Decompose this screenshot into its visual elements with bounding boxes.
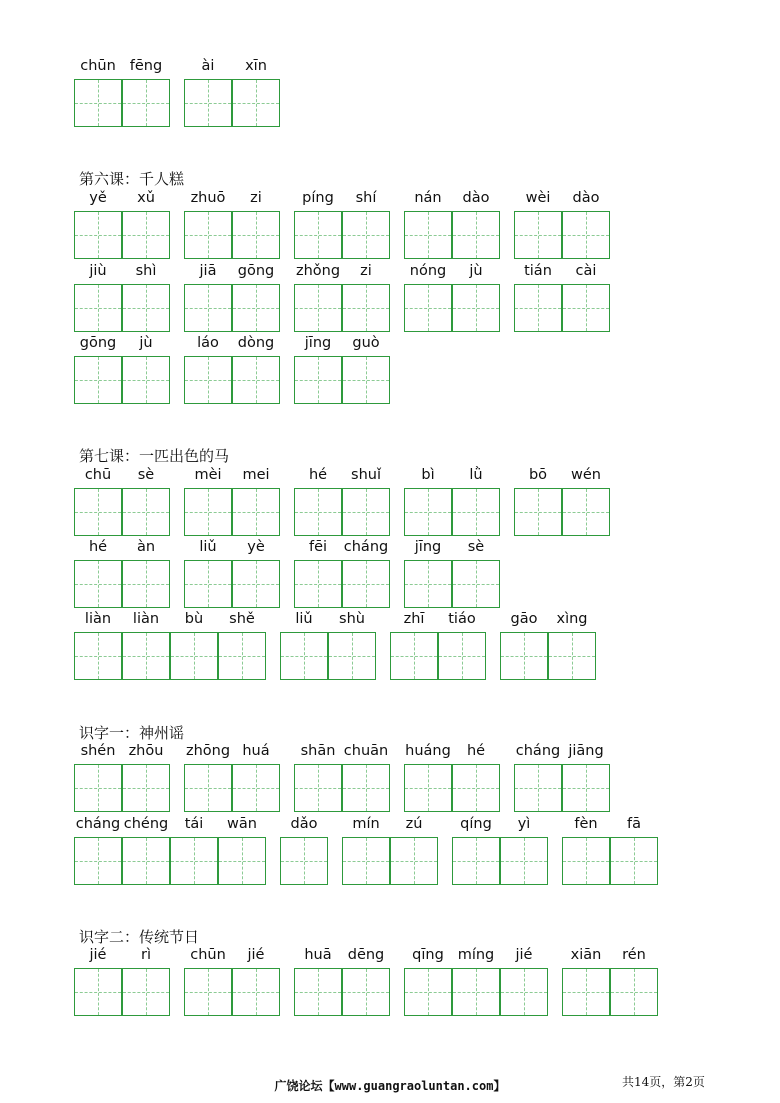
word-row [0, 467, 780, 537]
writing-grid-cell[interactable] [610, 968, 658, 1016]
writing-grid-cell[interactable] [184, 764, 232, 812]
pinyin-label: fēi [308, 539, 328, 555]
writing-grid-cell[interactable] [438, 632, 486, 680]
pinyin-label: chū [84, 467, 112, 483]
pinyin-label: fèn [574, 816, 598, 832]
writing-grid-cell[interactable] [294, 764, 342, 812]
writing-grid-cell[interactable] [562, 968, 610, 1016]
writing-grid-cell[interactable] [184, 284, 232, 332]
pinyin-label: huáng [405, 743, 451, 759]
pinyin-label: gāo [510, 611, 538, 627]
pinyin-label: wān [227, 816, 257, 832]
pinyin-label: liǔ [199, 539, 217, 555]
pinyin-label: dào [572, 190, 600, 206]
pinyin-label: shě [229, 611, 255, 627]
writing-grid-cell[interactable] [452, 211, 500, 259]
pinyin-label: mín [352, 816, 380, 832]
pinyin-label: nóng [409, 263, 447, 279]
writing-grid-cell[interactable] [122, 356, 170, 404]
writing-grid-cell[interactable] [74, 211, 122, 259]
pinyin-label: gōng [79, 335, 117, 351]
writing-grid-cell[interactable] [342, 211, 390, 259]
pinyin-label: zhōng [185, 743, 231, 759]
writing-grid-cell[interactable] [500, 632, 548, 680]
writing-grid-cell[interactable] [74, 488, 122, 536]
pinyin-label: zi [250, 190, 262, 206]
pinyin-label: cháng [343, 539, 389, 555]
pinyin-label: rén [622, 947, 646, 963]
writing-grid-cell[interactable] [452, 837, 500, 885]
pinyin-label: tiáo [448, 611, 476, 627]
writing-grid-cell[interactable] [342, 764, 390, 812]
writing-grid-cell[interactable] [500, 837, 548, 885]
pinyin-label: dào [462, 190, 490, 206]
writing-grid-cell[interactable] [342, 488, 390, 536]
writing-grid-cell[interactable] [514, 211, 562, 259]
pinyin-label: ài [201, 58, 215, 74]
pinyin-label: huá [242, 743, 270, 759]
writing-grid-cell[interactable] [122, 968, 170, 1016]
pinyin-label: yě [89, 190, 107, 206]
footer-page-number: 共14页，第2页 [622, 1075, 705, 1089]
writing-grid-cell[interactable] [74, 632, 122, 680]
writing-grid-cell[interactable] [74, 284, 122, 332]
word-row [0, 539, 780, 609]
pinyin-label: chūn [80, 58, 116, 74]
writing-grid-cell[interactable] [294, 488, 342, 536]
writing-grid-cell[interactable] [184, 560, 232, 608]
pinyin-label: liàn [84, 611, 112, 627]
pinyin-label: bù [184, 611, 204, 627]
writing-grid-cell[interactable] [294, 356, 342, 404]
pinyin-label: tián [524, 263, 552, 279]
pinyin-label: chéng [123, 816, 169, 832]
pinyin-label: yì [517, 816, 531, 832]
writing-grid-cell[interactable] [74, 968, 122, 1016]
writing-grid-cell[interactable] [232, 356, 280, 404]
writing-grid-cell[interactable] [280, 837, 328, 885]
writing-grid-cell[interactable] [548, 632, 596, 680]
pinyin-label: jié [89, 947, 107, 963]
writing-grid-cell[interactable] [232, 284, 280, 332]
writing-grid-cell[interactable] [390, 632, 438, 680]
writing-grid-cell[interactable] [328, 632, 376, 680]
pinyin-label: hé [466, 743, 486, 759]
footer-site: 广饶论坛【www.guangraoluntan.com】 [274, 1079, 506, 1093]
pinyin-label: mèi [194, 467, 222, 483]
pinyin-label: zhǒng [295, 263, 341, 279]
writing-grid-cell[interactable] [452, 560, 500, 608]
writing-grid-cell[interactable] [562, 488, 610, 536]
pinyin-label: píng [302, 190, 334, 206]
pinyin-label: xīn [245, 58, 267, 74]
writing-grid-cell[interactable] [122, 284, 170, 332]
writing-grid-cell[interactable] [404, 488, 452, 536]
pinyin-label: tái [184, 816, 204, 832]
writing-grid-cell[interactable] [294, 211, 342, 259]
pinyin-label: sè [137, 467, 155, 483]
writing-grid-cell[interactable] [562, 211, 610, 259]
pinyin-label: chūn [190, 947, 226, 963]
writing-grid-cell[interactable] [294, 284, 342, 332]
pinyin-label: zú [405, 816, 423, 832]
pinyin-label: sè [467, 539, 485, 555]
writing-grid-cell[interactable] [280, 632, 328, 680]
writing-grid-cell[interactable] [404, 968, 452, 1016]
pinyin-label: yè [247, 539, 265, 555]
writing-grid-cell[interactable] [170, 632, 218, 680]
writing-grid-cell[interactable] [500, 968, 548, 1016]
word-row [0, 743, 780, 813]
pinyin-label: zi [360, 263, 372, 279]
writing-grid-cell[interactable] [184, 488, 232, 536]
pinyin-label: àn [136, 539, 156, 555]
pinyin-label: jiù [89, 263, 107, 279]
writing-grid-cell[interactable] [342, 284, 390, 332]
writing-grid-cell[interactable] [404, 560, 452, 608]
pinyin-label: fēng [129, 58, 163, 74]
pinyin-label: jù [469, 263, 483, 279]
writing-grid-cell[interactable] [232, 211, 280, 259]
writing-grid-cell[interactable] [122, 211, 170, 259]
pinyin-label: zhuō [190, 190, 226, 206]
pinyin-label: xǔ [137, 190, 155, 206]
pinyin-label: hé [88, 539, 108, 555]
pinyin-label: liàn [132, 611, 160, 627]
pinyin-label: chuān [343, 743, 389, 759]
lesson-title: 第七课：一匹出色的马 [79, 447, 230, 465]
pinyin-label: jīng [414, 539, 442, 555]
writing-grid-cell[interactable] [452, 488, 500, 536]
word-row [0, 611, 780, 681]
pinyin-label: dēng [347, 947, 385, 963]
writing-grid-cell[interactable] [404, 284, 452, 332]
pinyin-label: zhōu [128, 743, 164, 759]
writing-grid-cell[interactable] [232, 764, 280, 812]
pinyin-label: shì [135, 263, 157, 279]
writing-grid-cell[interactable] [122, 837, 170, 885]
pinyin-label: zhī [403, 611, 425, 627]
lesson-title: 第六课：千人糕 [79, 170, 185, 188]
writing-grid-cell[interactable] [74, 764, 122, 812]
writing-grid-cell[interactable] [390, 837, 438, 885]
pinyin-label: dòng [237, 335, 275, 351]
pinyin-label: huā [304, 947, 332, 963]
writing-grid-cell[interactable] [232, 488, 280, 536]
writing-grid-cell[interactable] [562, 764, 610, 812]
writing-grid-cell[interactable] [74, 79, 122, 127]
word-row [0, 190, 780, 260]
pinyin-label: nán [414, 190, 442, 206]
writing-grid-cell[interactable] [184, 211, 232, 259]
writing-grid-cell[interactable] [404, 211, 452, 259]
writing-grid-cell[interactable] [232, 79, 280, 127]
writing-grid-cell[interactable] [562, 837, 610, 885]
pinyin-label: láo [197, 335, 219, 351]
writing-grid-cell[interactable] [294, 560, 342, 608]
writing-grid-cell[interactable] [218, 632, 266, 680]
writing-grid-cell[interactable] [562, 284, 610, 332]
pinyin-label: mei [242, 467, 270, 483]
pinyin-label: cháng [75, 816, 121, 832]
writing-grid-cell[interactable] [122, 488, 170, 536]
writing-grid-cell[interactable] [294, 968, 342, 1016]
writing-grid-cell[interactable] [122, 79, 170, 127]
writing-grid-cell[interactable] [404, 764, 452, 812]
writing-grid-cell[interactable] [232, 560, 280, 608]
pinyin-label: gōng [237, 263, 275, 279]
writing-grid-cell[interactable] [342, 968, 390, 1016]
pinyin-label: bō [528, 467, 548, 483]
writing-grid-cell[interactable] [74, 356, 122, 404]
writing-grid-cell[interactable] [342, 837, 390, 885]
writing-grid-cell[interactable] [452, 284, 500, 332]
pinyin-label: xiān [570, 947, 602, 963]
pinyin-label: bì [421, 467, 435, 483]
pinyin-label: fā [627, 816, 641, 832]
pinyin-label: cài [575, 263, 597, 279]
pinyin-label: jié [515, 947, 533, 963]
word-row [0, 947, 780, 1017]
pinyin-label: shù [339, 611, 365, 627]
pinyin-label: jiāng [568, 743, 604, 759]
pinyin-label: jié [247, 947, 265, 963]
writing-grid-cell[interactable] [342, 356, 390, 404]
writing-grid-cell[interactable] [232, 968, 280, 1016]
pinyin-label: qīng [412, 947, 444, 963]
lesson-title: 识字二：传统节日 [79, 928, 200, 946]
pinyin-label: shén [80, 743, 116, 759]
pinyin-label: wén [571, 467, 601, 483]
writing-grid-cell[interactable] [342, 560, 390, 608]
pinyin-label: lǜ [469, 467, 483, 483]
pinyin-label: hé [308, 467, 328, 483]
pinyin-label: guò [352, 335, 380, 351]
pinyin-label: míng [457, 947, 495, 963]
pinyin-label: liǔ [295, 611, 313, 627]
word-row [0, 263, 780, 333]
pinyin-label: cháng [515, 743, 561, 759]
word-row [0, 335, 780, 405]
pinyin-label: jīng [304, 335, 332, 351]
pinyin-label: shuǐ [351, 467, 381, 483]
writing-grid-cell[interactable] [184, 79, 232, 127]
pinyin-label: jiā [199, 263, 217, 279]
writing-grid-cell[interactable] [184, 968, 232, 1016]
pinyin-label: wèi [525, 190, 551, 206]
writing-grid-cell[interactable] [452, 968, 500, 1016]
pinyin-label: xìng [556, 611, 588, 627]
pinyin-label: rì [141, 947, 151, 963]
writing-grid-cell[interactable] [514, 284, 562, 332]
pinyin-label: shí [355, 190, 377, 206]
pinyin-label: shān [300, 743, 336, 759]
writing-grid-cell[interactable] [184, 356, 232, 404]
lesson-title: 识字一：神州谣 [79, 724, 185, 742]
writing-grid-cell[interactable] [122, 764, 170, 812]
writing-grid-cell[interactable] [74, 837, 122, 885]
pinyin-label: qíng [460, 816, 492, 832]
writing-grid-cell[interactable] [74, 560, 122, 608]
pinyin-label: dǎo [290, 816, 318, 832]
writing-grid-cell[interactable] [610, 837, 658, 885]
writing-grid-cell[interactable] [122, 560, 170, 608]
writing-grid-cell[interactable] [514, 764, 562, 812]
writing-grid-cell[interactable] [170, 837, 218, 885]
pinyin-label: jù [139, 335, 153, 351]
word-row [0, 58, 780, 128]
writing-grid-cell[interactable] [122, 632, 170, 680]
writing-grid-cell[interactable] [452, 764, 500, 812]
word-row [0, 816, 780, 886]
writing-grid-cell[interactable] [514, 488, 562, 536]
writing-grid-cell[interactable] [218, 837, 266, 885]
